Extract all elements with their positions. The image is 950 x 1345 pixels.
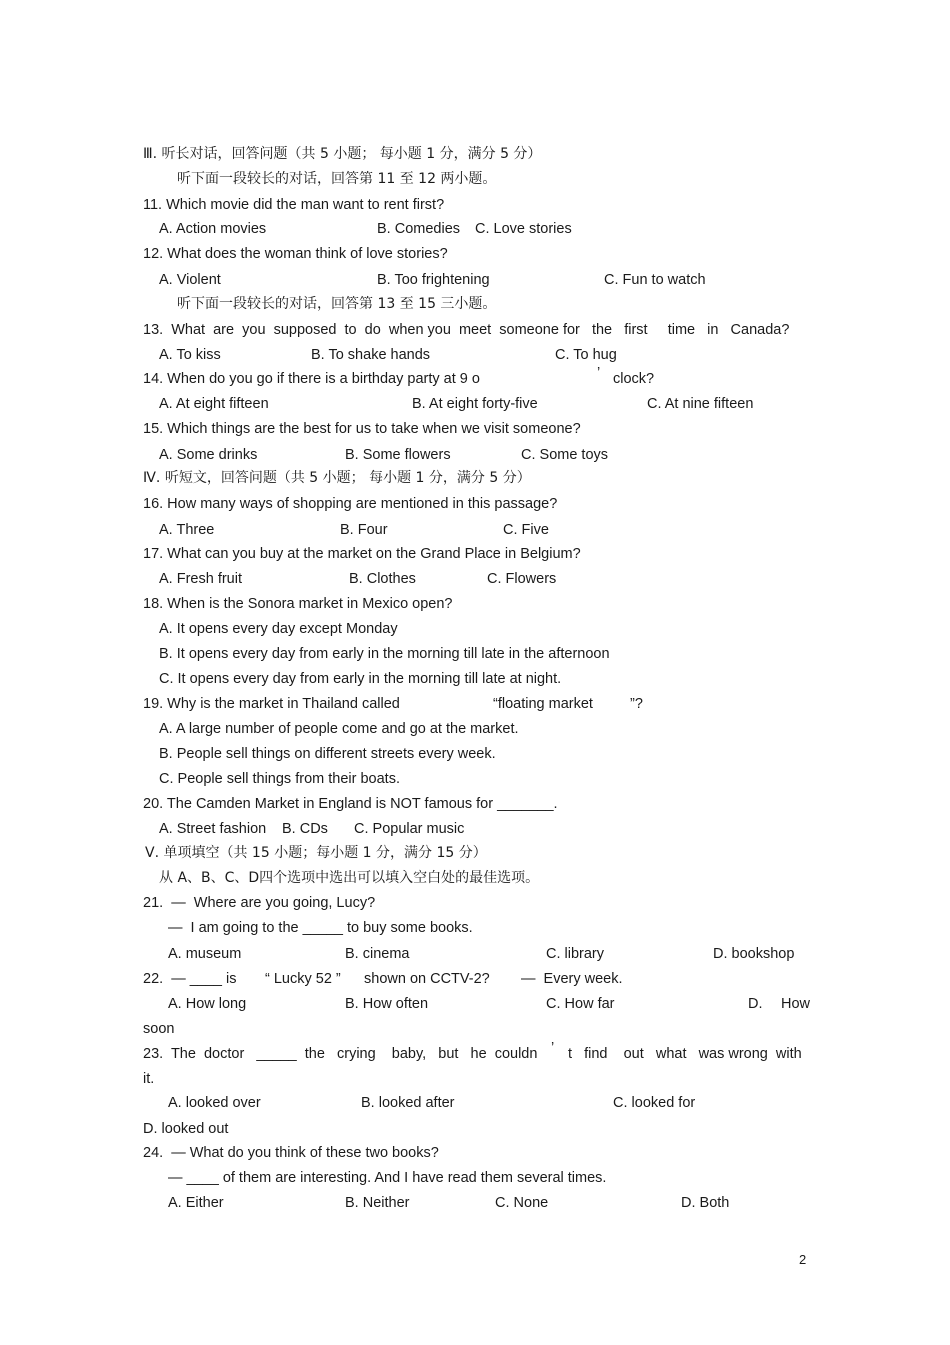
q21-option-a: A. museum xyxy=(168,946,242,962)
q23-option-d: D. looked out xyxy=(143,1121,229,1137)
q16-option-b: B. Four xyxy=(340,522,388,538)
q20-option-b: B. CDs xyxy=(282,821,328,837)
q20-option-c: C. Popular music xyxy=(354,821,465,837)
q15-option-c: C. Some toys xyxy=(521,447,609,463)
q17-stem: 17. What can you buy at the market on the Grand Place in Belgium? xyxy=(143,546,581,562)
q23-stem-part-1: 23. The doctor _____ the crying baby, but he couldn xyxy=(143,1046,538,1062)
q24-option-c: C. None xyxy=(495,1195,549,1211)
q16-stem: 16. How many ways of shopping are mentioned in this passage? xyxy=(143,496,558,512)
q15-stem: 15. Which things are the best for us to take when we visit someone? xyxy=(143,421,581,437)
q23-option-c: C. looked for xyxy=(613,1095,696,1111)
q21-stem: 21. — Where are you going, Lucy? xyxy=(143,895,376,911)
q15-option-b: B. Some flowers xyxy=(345,447,451,463)
q17-option-a: A. Fresh fruit xyxy=(159,571,242,587)
q20-stem: 20. The Camden Market in England is NOT famous for _______. xyxy=(143,796,558,812)
q22-stem-program: “ Lucky 52 ” xyxy=(265,971,341,987)
q13-option-c: C. To hug xyxy=(555,347,617,363)
q19-option-c: C. People sell things from their boats. xyxy=(159,771,400,787)
q14-stem-part-1: 14. When do you go if there is a birthday party at 9 o xyxy=(143,371,480,387)
q11-stem: 11. Which movie did the man want to rent first? xyxy=(143,197,445,213)
q23-option-b: B. looked after xyxy=(361,1095,455,1111)
q11-option-c: C. Love stories xyxy=(475,221,572,237)
q14-stem-part-2: clock? xyxy=(613,371,655,387)
q11-option-a: A. Action movies xyxy=(159,221,267,237)
q21-line-2: — I am going to the _____ to buy some books. xyxy=(168,920,473,936)
q18-option-b: B. It opens every day from early in the morning till late in the afternoon xyxy=(159,646,610,662)
q12-option-c: C. Fun to watch xyxy=(604,272,706,288)
q24-option-b: B. Neither xyxy=(345,1195,410,1211)
section-4-title: Ⅳ. 听短文，回答问题（共 5 小题； 每小题 1 分，满分 5 分） xyxy=(143,470,531,486)
q23-stem-apostrophe: ’ xyxy=(551,1040,555,1056)
q13-option-b: B. To shake hands xyxy=(311,347,431,363)
q15-option-a: A. Some drinks xyxy=(159,447,258,463)
page-number: 2 xyxy=(799,1252,807,1267)
q14-option-c: C. At nine fifteen xyxy=(647,396,754,412)
q22-option-d-word-1: How xyxy=(781,996,811,1012)
q14-option-b: B. At eight forty-five xyxy=(412,396,538,412)
q24-line-2: — ____ of them are interesting. And I have read them several times. xyxy=(168,1170,607,1186)
q22-reply: — Every week. xyxy=(521,971,623,987)
q23-stem-part-3: it. xyxy=(143,1071,155,1087)
q19-stem-quote: “floating market xyxy=(493,696,593,712)
section-5-title: Ⅴ. 单项填空（共 15 小题；每小题 1 分，满分 15 分） xyxy=(145,845,487,861)
q16-option-a: A. Three xyxy=(159,522,215,538)
q16-option-c: C. Five xyxy=(503,522,549,538)
q21-option-c: C. library xyxy=(546,946,605,962)
q12-option-b: B. Too frightening xyxy=(377,272,490,288)
q24-option-d: D. Both xyxy=(681,1195,730,1211)
q22-option-d-letter: D. xyxy=(748,996,763,1012)
q23-stem-part-2: t find out what was wrong with xyxy=(568,1046,802,1062)
q19-stem-part-1: 19. Why is the market in Thailand called xyxy=(143,696,400,712)
q14-stem-apostrophe: ’ xyxy=(597,365,601,381)
q14-option-a: A. At eight fifteen xyxy=(159,396,269,412)
q13-option-a: A. To kiss xyxy=(159,347,221,363)
q22-option-c: C. How far xyxy=(546,996,615,1012)
q18-option-c: C. It opens every day from early in the morning till late at night. xyxy=(159,671,562,687)
q19-option-b: B. People sell things on different streets every week. xyxy=(159,746,496,762)
q13-stem: 13. What are you supposed to do when you meet someone for the first time in Canada? xyxy=(143,322,790,338)
section-3-note-2: 听下面一段较长的对话，回答第 13 至 15 三小题。 xyxy=(177,296,497,312)
section-3-note-1: 听下面一段较长的对话，回答第 11 至 12 两小题。 xyxy=(177,171,497,187)
q18-option-a: A. It opens every day except Monday xyxy=(159,621,398,637)
q24-option-a: A. Either xyxy=(168,1195,224,1211)
q18-stem: 18. When is the Sonora market in Mexico open? xyxy=(143,596,453,612)
section-5-note: 从 A、B、C、D四个选项中选出可以填入空白处的最佳选项。 xyxy=(159,870,540,886)
q19-stem-end: ”? xyxy=(630,696,643,712)
q21-option-b: B. cinema xyxy=(345,946,410,962)
q12-stem: 12. What does the woman think of love stories? xyxy=(143,246,448,262)
q11-option-b: B. Comedies xyxy=(377,221,461,237)
q12-option-a: A. Violent xyxy=(159,272,221,288)
q22-option-b: B. How often xyxy=(345,996,429,1012)
q17-option-c: C. Flowers xyxy=(487,571,557,587)
q24-stem: 24. — What do you think of these two books? xyxy=(143,1145,439,1161)
q23-option-a: A. looked over xyxy=(168,1095,261,1111)
q22-option-a: A. How long xyxy=(168,996,247,1012)
q22-stem-part-2: shown on CCTV-2? xyxy=(364,971,490,987)
section-3-title: Ⅲ. 听长对话，回答问题（共 5 小题； 每小题 1 分，满分 5 分） xyxy=(143,146,542,162)
q20-option-a: A. Street fashion xyxy=(159,821,267,837)
q21-option-d: D. bookshop xyxy=(713,946,795,962)
q22-option-d-word-2: soon xyxy=(143,1021,175,1037)
q22-stem-part-1: 22. — ____ is xyxy=(143,971,237,987)
q19-option-a: A. A large number of people come and go at the market. xyxy=(159,721,519,737)
q17-option-b: B. Clothes xyxy=(349,571,416,587)
